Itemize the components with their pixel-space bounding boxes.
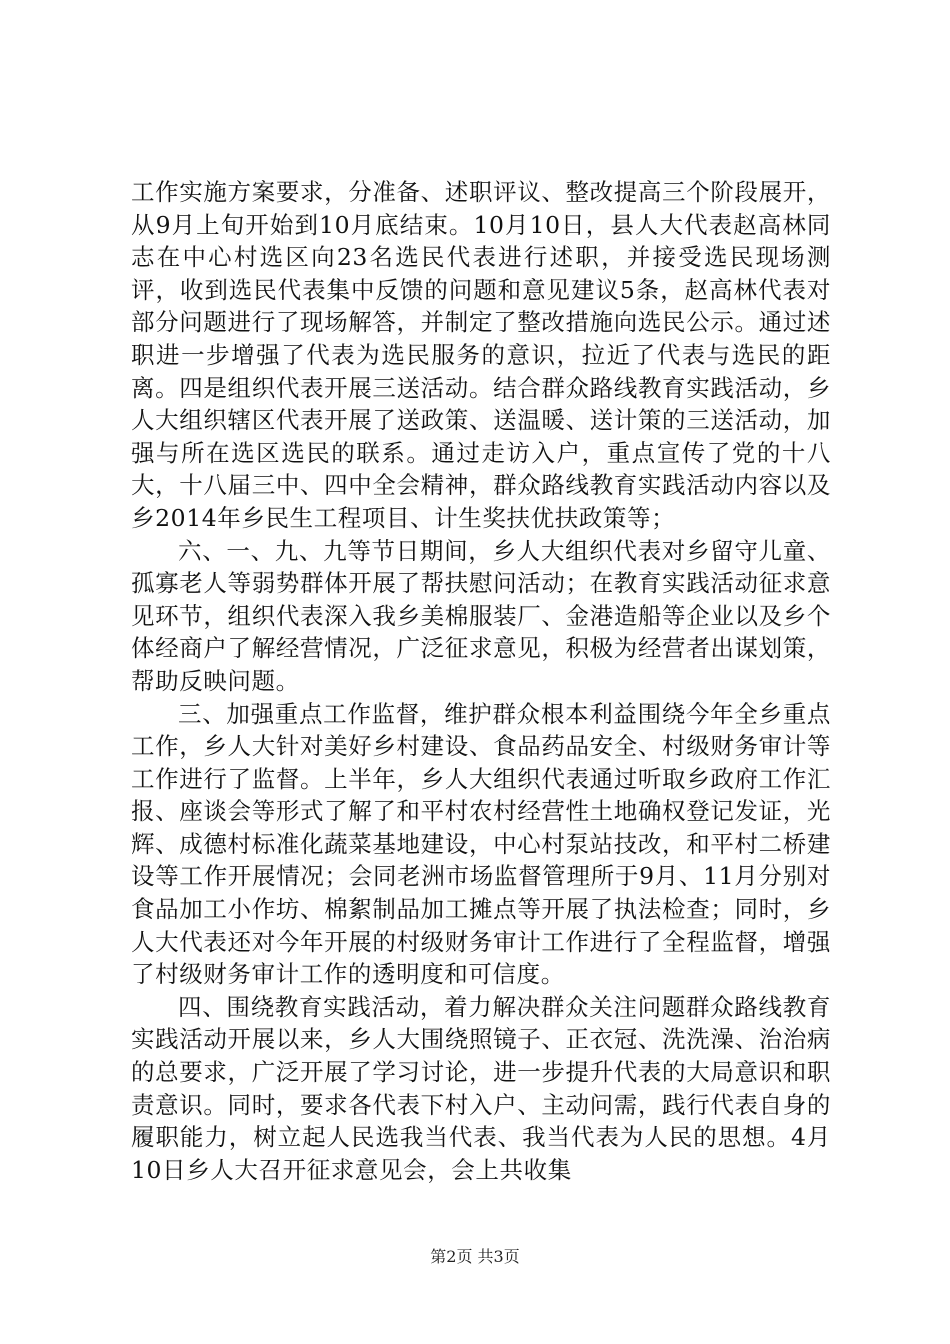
paragraph-holiday-activities: 六、一、九、九等节日期间，乡人大组织代表对乡留守儿童、孤寡老人等弱势群体开展了帮扶慰问活动；在教育实践活动征求意见环节，组织代表深入我乡美棉服装厂、金港造船等企业以及乡个体经商户了解经营情况，广泛征求意见，积极为经营者出谋划策，帮助反映问题。 [131,536,831,695]
paragraph-key-work-supervision: 三、加强重点工作监督，维护群众根本利益围绕今年全乡重点工作，乡人大针对美好乡村建设、食品药品安全、村级财务审计等工作进行了监督。上半年，乡人大组织代表通过听取乡政府工作汇报、座谈会等形式了解了和平村农村经营性土地确权登记发证，光辉、成德村标准化蔬菜基地建设，中心村泵站技改，和平村二桥建设等工作开展情况；会同老洲市场监督管理所于9月、11月分别对食品加工小作坊、棉絮制品加工摊点等开展了执法检查；同时，乡人大代表还对今年开展的村级财务审计工作进行了全程监督，增强了村级财务审计工作的透明度和可信度。 [131,699,831,989]
document-body [131,176,831,1186]
paragraph-continuation: 工作实施方案要求，分准备、述职评议、整改提高三个阶段展开，从9月上旬开始到10月底结束。10月10日，县人大代表赵高林同志在中心村选区向23名选民代表进行述职，并接受选民现场测评，收到选民代表集中反馈的问题和意见建议5条，赵高林代表对部分问题进行了现场解答，并制定了整改措施向选民公示。通过述职进一步增强了代表为选民服务的意识，拉近了代表与选民的距离。四是组织代表开展三送活动。结合群众路线教育实践活动，乡人大组织辖区代表开展了送政策、送温暖、送计策的三送活动，加强与所在选区选民的联系。通过走访入户，重点宣传了党的十八大，十八届三中、四中全会精神，群众路线教育实践活动内容以及乡2014年乡民生工程项目、计生奖扶优扶政策等； [131,178,831,532]
paragraph-education-practice: 四、围绕教育实践活动，着力解决群众关注问题群众路线教育实践活动开展以来，乡人大围绕照镜子、正衣冠、洗洗澡、治治病的总要求，广泛开展了学习讨论，进一步提升代表的大局意识和职责意识。同时，要求各代表下村入户、主动问需，践行代表自身的履职能力，树立起人民选我当代表、我当代表为人民的思想。4月10日乡人大召开征求意见会，会上共收集 [131,992,831,1184]
page-footer: 第2页 共3页 [430,1247,520,1266]
